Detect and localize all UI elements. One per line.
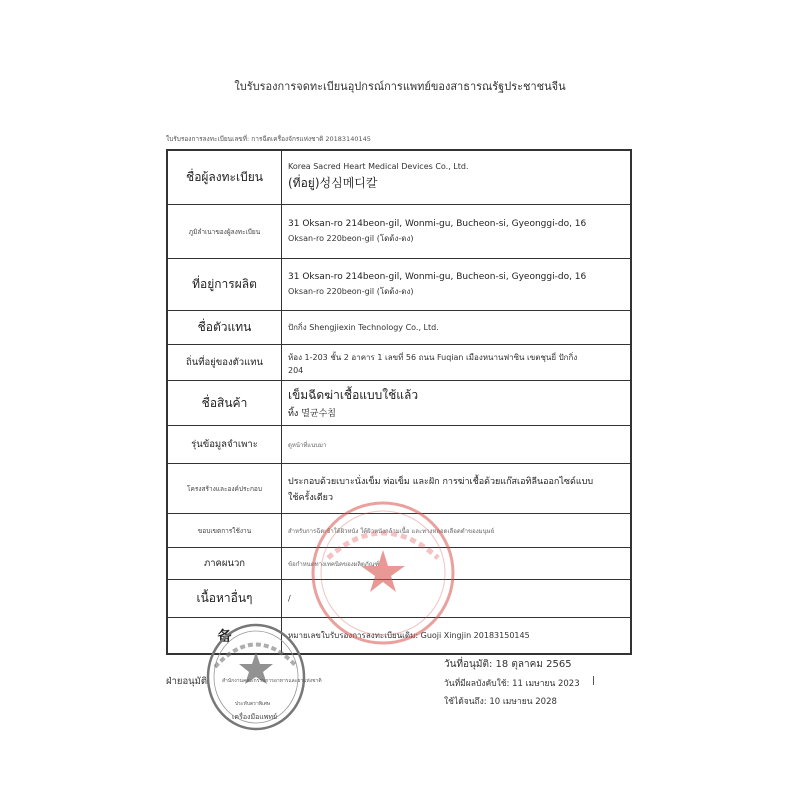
registrant-name-en: Korea Sacred Heart Medical Devices Co., Ltd. — [288, 162, 469, 171]
label-scope: ขอบเขตการใช้งาน — [168, 514, 282, 547]
valid-until-date: ใช้ได้จนถึง: 10 เมษายน 2028 — [444, 697, 557, 707]
row-agent-name — [168, 311, 630, 345]
label-agent-name: ชื่อตัวแทน — [168, 311, 282, 344]
structure-line2: ใช้ครั้งเดียว — [288, 492, 333, 503]
label-production-address: ที่อยู่การผลิต — [168, 259, 282, 310]
document-title: ใบรับรองการจดทะเบียนอุปกรณ์การแพทย์ของสาธารณรัฐประชาชนจีน — [234, 80, 566, 93]
product-name-line2: ทิ้ง 멸균수침 — [288, 409, 336, 419]
approval-date: วันที่อนุมัติ: 18 ตุลาคม 2565 — [444, 659, 572, 670]
registrant-address-line2: Oksan-ro 220beon-gil (โดด้ง-ดง) — [288, 233, 414, 243]
value-agent-name — [282, 311, 630, 344]
label-structure: โครงสร้างและองค์ประกอบ — [168, 464, 282, 513]
seal-text-line1: สำนักงานคณะกรรมการอาหารและยาแห่งชาติ — [222, 678, 322, 684]
row-model-spec — [168, 426, 630, 464]
registrant-address-line1: 31 Oksan-ro 214beon-gil, Wonmi-gu, Bucheon-si, Gyeonggi-do, 16 — [288, 218, 587, 229]
agent-address-line2: 204 — [288, 365, 304, 375]
tick-mark — [593, 676, 594, 685]
label-agent-residence: ถิ่นที่อยู่ของตัวแทน — [168, 345, 282, 380]
value-agent-residence — [282, 345, 630, 380]
seal-text-line3: เครื่องมือแพทย์ — [232, 713, 278, 721]
registrant-name-local: (ที่อยู่)성심메디칼 — [288, 176, 378, 190]
row-product-name — [168, 381, 630, 426]
label-registrant-domicile: ภูมิลำเนาของผู้ลงทะเบียน — [168, 205, 282, 258]
label-other-content: เนื้อหาอื่นๆ — [168, 580, 282, 617]
row-registrant-name — [168, 151, 630, 205]
remarks: หมายเลขใบรับรองการลงทะเบียนเดิม: Guoji Xingjin 20183150145 — [288, 631, 530, 640]
structure-line1: ประกอบด้วยเบาะนั่งเข็ม ท่อเข็ม และฝัก การฆ่าเชื้อด้วยแก๊สเอทิลีนออกไซด์แบบ — [288, 476, 594, 487]
row-agent-residence — [168, 345, 630, 381]
approver-label: ฝ่ายอนุมัติ — [166, 676, 208, 687]
seal-text-line2: ประทับตราพิเศษ — [235, 701, 271, 707]
production-address-line1: 31 Oksan-ro 214beon-gil, Wonmi-gu, Bucheon-si, Gyeonggi-do, 16 — [288, 271, 587, 282]
label-model-spec: รุ่นข้อมูลจำเพาะ — [168, 426, 282, 463]
value-model-spec — [282, 426, 630, 463]
row-production-address — [168, 259, 630, 311]
scope: สำหรับการฉีดเข้าใต้ผิวหนัง ใต้ผิวหนังกล้ามเนื้อ และทางหลอดเลือดดำของมนุษย์ — [288, 527, 495, 535]
other-content: / — [288, 594, 291, 603]
agent-name: ปักกิ่ง Shengjiexin Technology Co., Ltd. — [288, 323, 439, 332]
agent-address-line1: ห้อง 1-203 ชั้น 2 อาคาร 1 เลขที่ 56 ถนน Fuqian เมืองหนานฟาซิน เขตชุนยี่ ปักกิ่ง — [288, 352, 578, 362]
value-production-address — [282, 259, 630, 310]
effective-date: วันที่มีผลบังคับใช้: 11 เมษายน 2023 — [444, 679, 580, 689]
value-product-name — [282, 381, 630, 425]
label-product-name: ชื่อสินค้า — [168, 381, 282, 425]
label-registrant-name: ชื่อผู้ลงทะเบียน — [168, 151, 282, 204]
red-official-stamp — [308, 498, 458, 648]
value-registrant-domicile — [282, 205, 630, 258]
production-address-line2: Oksan-ro 220beon-gil (โดด้ง-ดง) — [288, 286, 414, 296]
appendix: ข้อกำหนดทางเทคนิคของผลิตภัณฑ์ — [288, 560, 380, 568]
label-remarks: 备 — [168, 618, 282, 653]
registration-number: ใบรับรองการลงทะเบียนเลขที่: การฉีดเครื่องจักรแห่งชาติ 20183140145 — [166, 135, 371, 143]
value-registrant-name — [282, 151, 630, 204]
model-spec: ดูหน้าที่แนบมา — [288, 441, 327, 449]
row-registrant-domicile — [168, 205, 630, 259]
product-name-line1: เข็มฉีดฆ่าเชื้อแบบใช้แล้ว — [288, 388, 419, 402]
label-appendix: ภาคผนวก — [168, 548, 282, 579]
